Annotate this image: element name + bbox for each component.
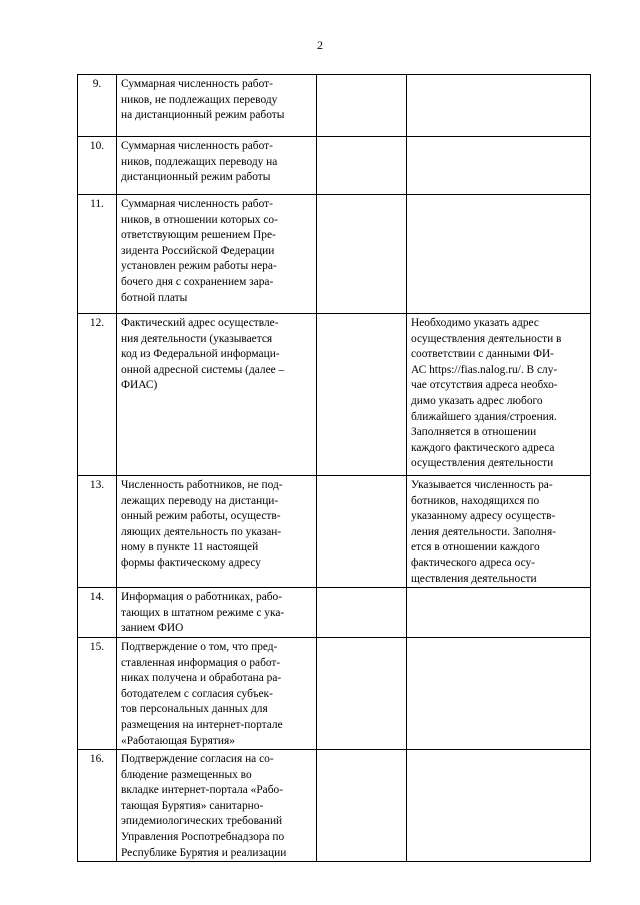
table-row xyxy=(78,637,591,749)
row-field-name: Подтверждение согласия на со- блюдение размещенных во вкладке интернет-портала «Рабо- тающая Бурятия» санитарно- эпидемиологических требований Управления Роспотребнадзора по Республике Бурятия и реализации xyxy=(117,750,317,862)
table-row xyxy=(78,314,591,476)
row-value-cell[interactable] xyxy=(317,137,407,195)
row-note xyxy=(407,75,591,137)
row-number: 13. xyxy=(78,476,117,588)
table-row xyxy=(78,750,591,862)
row-note xyxy=(407,195,591,314)
row-field-name: Суммарная численность работ- ников, не подлежащих переводу на дистанционный режим работы xyxy=(117,75,317,137)
row-value-cell[interactable] xyxy=(317,314,407,476)
row-field-name: Фактический адрес осуществле- ния деятельности (указывается код из Федеральной информаци- онной адресной системы (далее – ФИАС) xyxy=(117,314,317,476)
table-row xyxy=(78,137,591,195)
row-value-cell[interactable] xyxy=(317,750,407,862)
row-value-cell[interactable] xyxy=(317,637,407,749)
row-field-name: Подтверждение о том, что пред- ставленная информация о работ- никах получена и обработана ра- ботодателем с согласия субъек- тов персональных данных для размещения на интернет-портале «Работающая Бурятия» xyxy=(117,637,317,749)
row-number: 10. xyxy=(78,137,117,195)
row-number: 16. xyxy=(78,750,117,862)
row-number: 9. xyxy=(78,75,117,137)
row-note: Указывается численность ра- ботников, находящихся по указанному адресу осуществ- ления деятельности. Заполня- ется в отношении каждого фактического адреса осу- ществления деятельности xyxy=(407,476,591,588)
row-number: 15. xyxy=(78,637,117,749)
row-value-cell[interactable] xyxy=(317,476,407,588)
page-number: 2 xyxy=(317,38,323,52)
form-table xyxy=(77,74,591,862)
row-number: 11. xyxy=(78,195,117,314)
row-note xyxy=(407,137,591,195)
row-note: Необходимо указать адрес осуществления деятельности в соответствии с данными ФИ- АС https://fias.nalog.ru/. В слу- чае отсутствия адреса необхо- димо указать адрес любого ближайшего здания/строения. Заполняется в отношении каждого фактического адреса осуществления деятельности xyxy=(407,314,591,476)
row-value-cell[interactable] xyxy=(317,195,407,314)
row-note xyxy=(407,637,591,749)
row-field-name: Суммарная численность работ- ников, в отношении которых со- ответствующим решением Пре- зидента Российской Федерации установлен режим работы нера- бочего дня с сохранением зара- ботной платы xyxy=(117,195,317,314)
row-number: 12. xyxy=(78,314,117,476)
row-field-name: Суммарная численность работ- ников, подлежащих переводу на дистанционный режим работы xyxy=(117,137,317,195)
table-row xyxy=(78,588,591,638)
row-value-cell[interactable] xyxy=(317,588,407,638)
row-value-cell[interactable] xyxy=(317,75,407,137)
row-note xyxy=(407,588,591,638)
row-field-name: Информация о работниках, рабо- тающих в штатном режиме с ука- занием ФИО xyxy=(117,588,317,638)
row-number: 14. xyxy=(78,588,117,638)
row-note xyxy=(407,750,591,862)
table-row xyxy=(78,476,591,588)
table-row xyxy=(78,195,591,314)
row-field-name: Численность работников, не под- лежащих переводу на дистанци- онный режим работы, осуществ- ляющих деятельность по указан- ному в пункте 11 настоящей формы фактическому адресу xyxy=(117,476,317,588)
table-row xyxy=(78,75,591,137)
